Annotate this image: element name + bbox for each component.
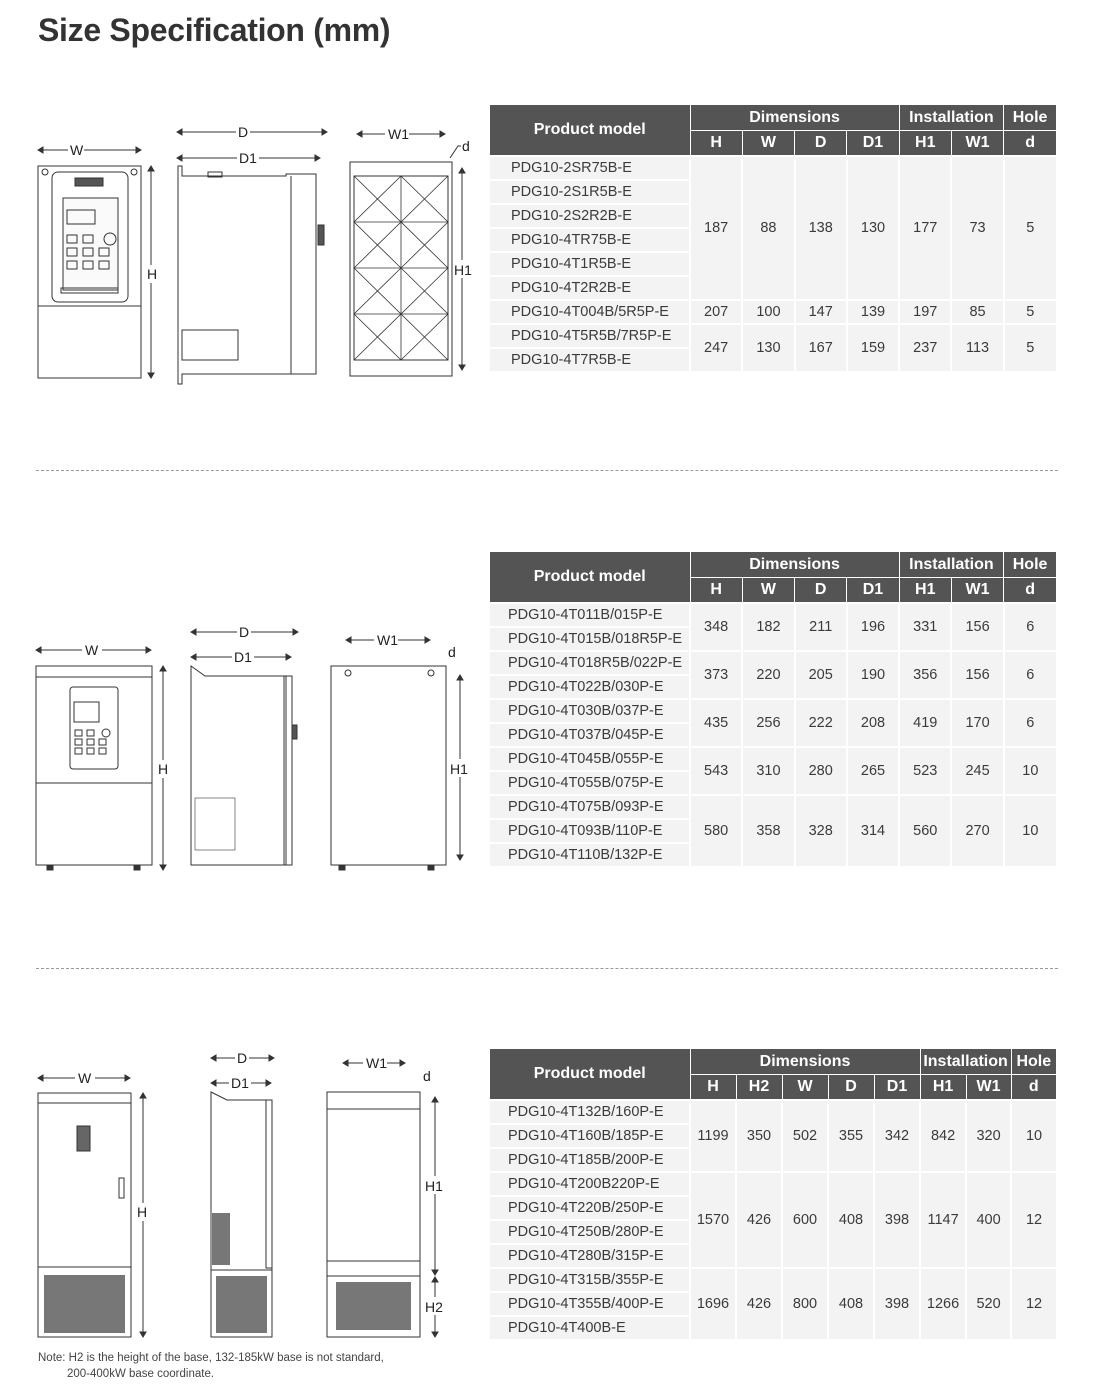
col-W: W xyxy=(782,1075,828,1101)
model-cell: PDG10-2SR75B-E xyxy=(490,156,690,180)
table-row xyxy=(490,300,1056,324)
table-row xyxy=(490,747,1056,771)
value-D1: 159 xyxy=(847,324,899,372)
model-cell: PDG10-4T110B/132P-E xyxy=(490,843,690,867)
front-view-drawing xyxy=(38,1070,149,1337)
value-H1: 331 xyxy=(899,603,951,651)
value-D1: 196 xyxy=(847,603,899,651)
header-product-model: Product model xyxy=(490,105,690,156)
col-d: d xyxy=(1004,131,1056,157)
value-H1: 356 xyxy=(899,651,951,699)
page-title: Size Specification (mm) xyxy=(38,12,391,48)
drawing-set-medium xyxy=(30,615,480,880)
value-D1: 139 xyxy=(847,300,899,324)
value-D: 211 xyxy=(795,603,847,651)
header-dimensions: Dimensions xyxy=(690,105,899,131)
table-row xyxy=(490,651,1056,675)
svg-text:H2: H2 xyxy=(425,1299,443,1315)
value-D: 222 xyxy=(795,699,847,747)
model-cell: PDG10-4T220B/250P-E xyxy=(490,1196,690,1220)
value-D: 355 xyxy=(828,1100,874,1172)
col-H1: H1 xyxy=(899,578,951,604)
col-D1: D1 xyxy=(847,578,899,604)
model-cell: PDG10-4T011B/015P-E xyxy=(490,603,690,627)
section-divider xyxy=(36,968,1058,969)
model-cell: PDG10-4T280B/315P-E xyxy=(490,1244,690,1268)
value-W: 800 xyxy=(782,1268,828,1340)
side-view-drawing xyxy=(211,1050,274,1337)
value-W1: 320 xyxy=(966,1100,1011,1172)
value-W1: 400 xyxy=(966,1172,1011,1268)
value-H2: 426 xyxy=(736,1172,782,1268)
spec-table-large xyxy=(490,1049,1056,1341)
col-D: D xyxy=(828,1075,874,1101)
value-W1: 156 xyxy=(951,603,1003,651)
back-view-drawing xyxy=(327,1055,447,1337)
header-dimensions: Dimensions xyxy=(690,1049,920,1075)
header-hole: Hole xyxy=(1004,105,1056,131)
model-cell: PDG10-4T250B/280P-E xyxy=(490,1220,690,1244)
value-d: 12 xyxy=(1011,1172,1056,1268)
svg-text:W: W xyxy=(78,1070,92,1086)
value-W: 358 xyxy=(742,795,794,867)
col-H1: H1 xyxy=(899,131,951,157)
table-row xyxy=(490,156,1056,180)
value-D1: 265 xyxy=(847,747,899,795)
value-D: 408 xyxy=(828,1172,874,1268)
value-H1: 1147 xyxy=(920,1172,966,1268)
svg-text:H1: H1 xyxy=(454,262,472,278)
value-D1: 342 xyxy=(874,1100,920,1172)
col-d: d xyxy=(1004,578,1056,604)
value-d: 12 xyxy=(1011,1268,1056,1340)
col-D1: D1 xyxy=(847,131,899,157)
model-cell: PDG10-4T075B/093P-E xyxy=(490,795,690,819)
value-H: 373 xyxy=(690,651,742,699)
col-H: H xyxy=(690,1075,736,1101)
spec-table-small xyxy=(490,105,1056,373)
value-W1: 156 xyxy=(951,651,1003,699)
header-dimensions: Dimensions xyxy=(690,552,899,578)
model-cell: PDG10-4T7R5B-E xyxy=(490,348,690,372)
table-row xyxy=(490,1268,1056,1292)
value-d: 6 xyxy=(1004,699,1056,747)
model-cell: PDG10-4T1R5B-E xyxy=(490,252,690,276)
svg-text:d: d xyxy=(448,644,456,660)
value-d: 5 xyxy=(1004,324,1056,372)
value-W1: 520 xyxy=(966,1268,1011,1340)
model-cell: PDG10-4T200B220P-E xyxy=(490,1172,690,1196)
value-d: 10 xyxy=(1004,795,1056,867)
svg-text:d: d xyxy=(423,1068,431,1084)
value-D1: 398 xyxy=(874,1268,920,1340)
value-W: 100 xyxy=(742,300,794,324)
back-view-drawing xyxy=(331,632,472,870)
table-row xyxy=(490,603,1056,627)
col-D1: D1 xyxy=(874,1075,920,1101)
value-D1: 190 xyxy=(847,651,899,699)
svg-text:H: H xyxy=(137,1204,148,1220)
value-W: 256 xyxy=(742,699,794,747)
header-installation: Installation xyxy=(899,552,1004,578)
col-H: H xyxy=(690,578,742,604)
value-H: 543 xyxy=(690,747,742,795)
value-H: 187 xyxy=(690,156,742,300)
value-H1: 523 xyxy=(899,747,951,795)
model-cell: PDG10-4T018R5B/022P-E xyxy=(490,651,690,675)
svg-text:D1: D1 xyxy=(239,150,257,166)
value-D: 328 xyxy=(795,795,847,867)
value-W1: 113 xyxy=(951,324,1003,372)
model-cell: PDG10-4T160B/185P-E xyxy=(490,1124,690,1148)
col-H1: H1 xyxy=(920,1075,966,1101)
value-W: 130 xyxy=(742,324,794,372)
value-H1: 177 xyxy=(899,156,951,300)
table-row xyxy=(490,1172,1056,1196)
model-cell: PDG10-4T2R2B-E xyxy=(490,276,690,300)
value-D: 205 xyxy=(795,651,847,699)
drawing-set-large xyxy=(30,1045,480,1345)
header-hole: Hole xyxy=(1004,552,1056,578)
model-cell: PDG10-4T400B-E xyxy=(490,1316,690,1340)
col-W1: W1 xyxy=(951,578,1003,604)
model-cell: PDG10-4T015B/018R5P-E xyxy=(490,627,690,651)
value-d: 6 xyxy=(1004,651,1056,699)
col-H: H xyxy=(690,131,742,157)
col-H2: H2 xyxy=(736,1075,782,1101)
model-cell: PDG10-4T5R5B/7R5P-E xyxy=(490,324,690,348)
col-W: W xyxy=(742,131,794,157)
value-D: 280 xyxy=(795,747,847,795)
value-W: 502 xyxy=(782,1100,828,1172)
table-row xyxy=(490,699,1056,723)
value-d: 10 xyxy=(1004,747,1056,795)
header-product-model: Product model xyxy=(490,552,690,603)
svg-text:D1: D1 xyxy=(231,1075,249,1091)
value-H1: 560 xyxy=(899,795,951,867)
model-cell: PDG10-4T185B/200P-E xyxy=(490,1148,690,1172)
value-H: 247 xyxy=(690,324,742,372)
front-view-drawing xyxy=(36,642,170,870)
footnote xyxy=(38,1350,384,1382)
model-cell: PDG10-4T093B/110P-E xyxy=(490,819,690,843)
table-row xyxy=(490,795,1056,819)
value-W: 600 xyxy=(782,1172,828,1268)
svg-text:D: D xyxy=(237,1050,248,1066)
value-D1: 130 xyxy=(847,156,899,300)
model-cell: PDG10-4T045B/055P-E xyxy=(490,747,690,771)
svg-text:W1: W1 xyxy=(388,126,409,142)
value-H: 348 xyxy=(690,603,742,651)
value-H1: 237 xyxy=(899,324,951,372)
value-H2: 426 xyxy=(736,1268,782,1340)
value-H: 1570 xyxy=(690,1172,736,1268)
value-H: 1696 xyxy=(690,1268,736,1340)
model-cell: PDG10-2S2R2B-E xyxy=(490,204,690,228)
value-H: 435 xyxy=(690,699,742,747)
value-H: 207 xyxy=(690,300,742,324)
value-W: 220 xyxy=(742,651,794,699)
value-W: 88 xyxy=(742,156,794,300)
spec-table-medium xyxy=(490,552,1056,868)
dim-label-H: H xyxy=(147,266,158,282)
model-cell: PDG10-4T355B/400P-E xyxy=(490,1292,690,1316)
value-W: 310 xyxy=(742,747,794,795)
header-product-model: Product model xyxy=(490,1049,690,1100)
drawing-set-small xyxy=(30,120,480,390)
front-view-drawing xyxy=(38,142,158,378)
svg-text:D: D xyxy=(239,624,250,640)
footnote-line-2: 200-400kW base coordinate. xyxy=(67,1368,215,1380)
value-D: 408 xyxy=(828,1268,874,1340)
value-H1: 197 xyxy=(899,300,951,324)
footnote-line-1: Note: H2 is the height of the base, 132-185kW base is not standard, xyxy=(38,1352,384,1364)
svg-text:H1: H1 xyxy=(450,761,468,777)
svg-text:W1: W1 xyxy=(377,632,398,648)
svg-text:D: D xyxy=(238,124,249,140)
col-d: d xyxy=(1011,1075,1056,1101)
model-cell: PDG10-4TR75B-E xyxy=(490,228,690,252)
header-hole: Hole xyxy=(1011,1049,1056,1075)
model-cell: PDG10-4T055B/075P-E xyxy=(490,771,690,795)
value-W: 182 xyxy=(742,603,794,651)
svg-text:D1: D1 xyxy=(234,649,252,665)
value-H: 580 xyxy=(690,795,742,867)
model-cell: PDG10-4T132B/160P-E xyxy=(490,1100,690,1124)
col-W: W xyxy=(742,578,794,604)
value-d: 10 xyxy=(1011,1100,1056,1172)
value-H: 1199 xyxy=(690,1100,736,1172)
side-view-drawing xyxy=(177,124,327,384)
value-W1: 170 xyxy=(951,699,1003,747)
value-D: 167 xyxy=(795,324,847,372)
col-D: D xyxy=(795,578,847,604)
model-cell: PDG10-4T022B/030P-E xyxy=(490,675,690,699)
model-cell: PDG10-4T037B/045P-E xyxy=(490,723,690,747)
table-row xyxy=(490,1100,1056,1124)
value-d: 6 xyxy=(1004,603,1056,651)
model-cell: PDG10-4T030B/037P-E xyxy=(490,699,690,723)
value-W1: 85 xyxy=(951,300,1003,324)
svg-text:H1: H1 xyxy=(425,1178,443,1194)
value-H1: 842 xyxy=(920,1100,966,1172)
value-D1: 398 xyxy=(874,1172,920,1268)
model-cell: PDG10-2S1R5B-E xyxy=(490,180,690,204)
col-W1: W1 xyxy=(966,1075,1011,1101)
value-D1: 208 xyxy=(847,699,899,747)
side-view-drawing xyxy=(191,624,298,865)
value-W1: 73 xyxy=(951,156,1003,300)
value-d: 5 xyxy=(1004,156,1056,300)
section-divider xyxy=(36,470,1058,471)
value-H2: 350 xyxy=(736,1100,782,1172)
svg-text:H: H xyxy=(158,761,169,777)
col-D: D xyxy=(795,131,847,157)
value-H1: 1266 xyxy=(920,1268,966,1340)
svg-text:W: W xyxy=(85,642,99,658)
header-installation: Installation xyxy=(899,105,1004,131)
col-W1: W1 xyxy=(951,131,1003,157)
svg-text:W: W xyxy=(70,142,84,158)
back-view-drawing xyxy=(350,126,476,376)
value-W1: 245 xyxy=(951,747,1003,795)
value-H1: 419 xyxy=(899,699,951,747)
svg-text:W1: W1 xyxy=(366,1055,387,1071)
model-cell: PDG10-4T004B/5R5P-E xyxy=(490,300,690,324)
value-D: 147 xyxy=(795,300,847,324)
value-d: 5 xyxy=(1004,300,1056,324)
svg-text:d: d xyxy=(462,138,470,154)
value-D1: 314 xyxy=(847,795,899,867)
value-W1: 270 xyxy=(951,795,1003,867)
value-D: 138 xyxy=(795,156,847,300)
header-installation: Installation xyxy=(920,1049,1011,1075)
table-row xyxy=(490,324,1056,348)
model-cell: PDG10-4T315B/355P-E xyxy=(490,1268,690,1292)
